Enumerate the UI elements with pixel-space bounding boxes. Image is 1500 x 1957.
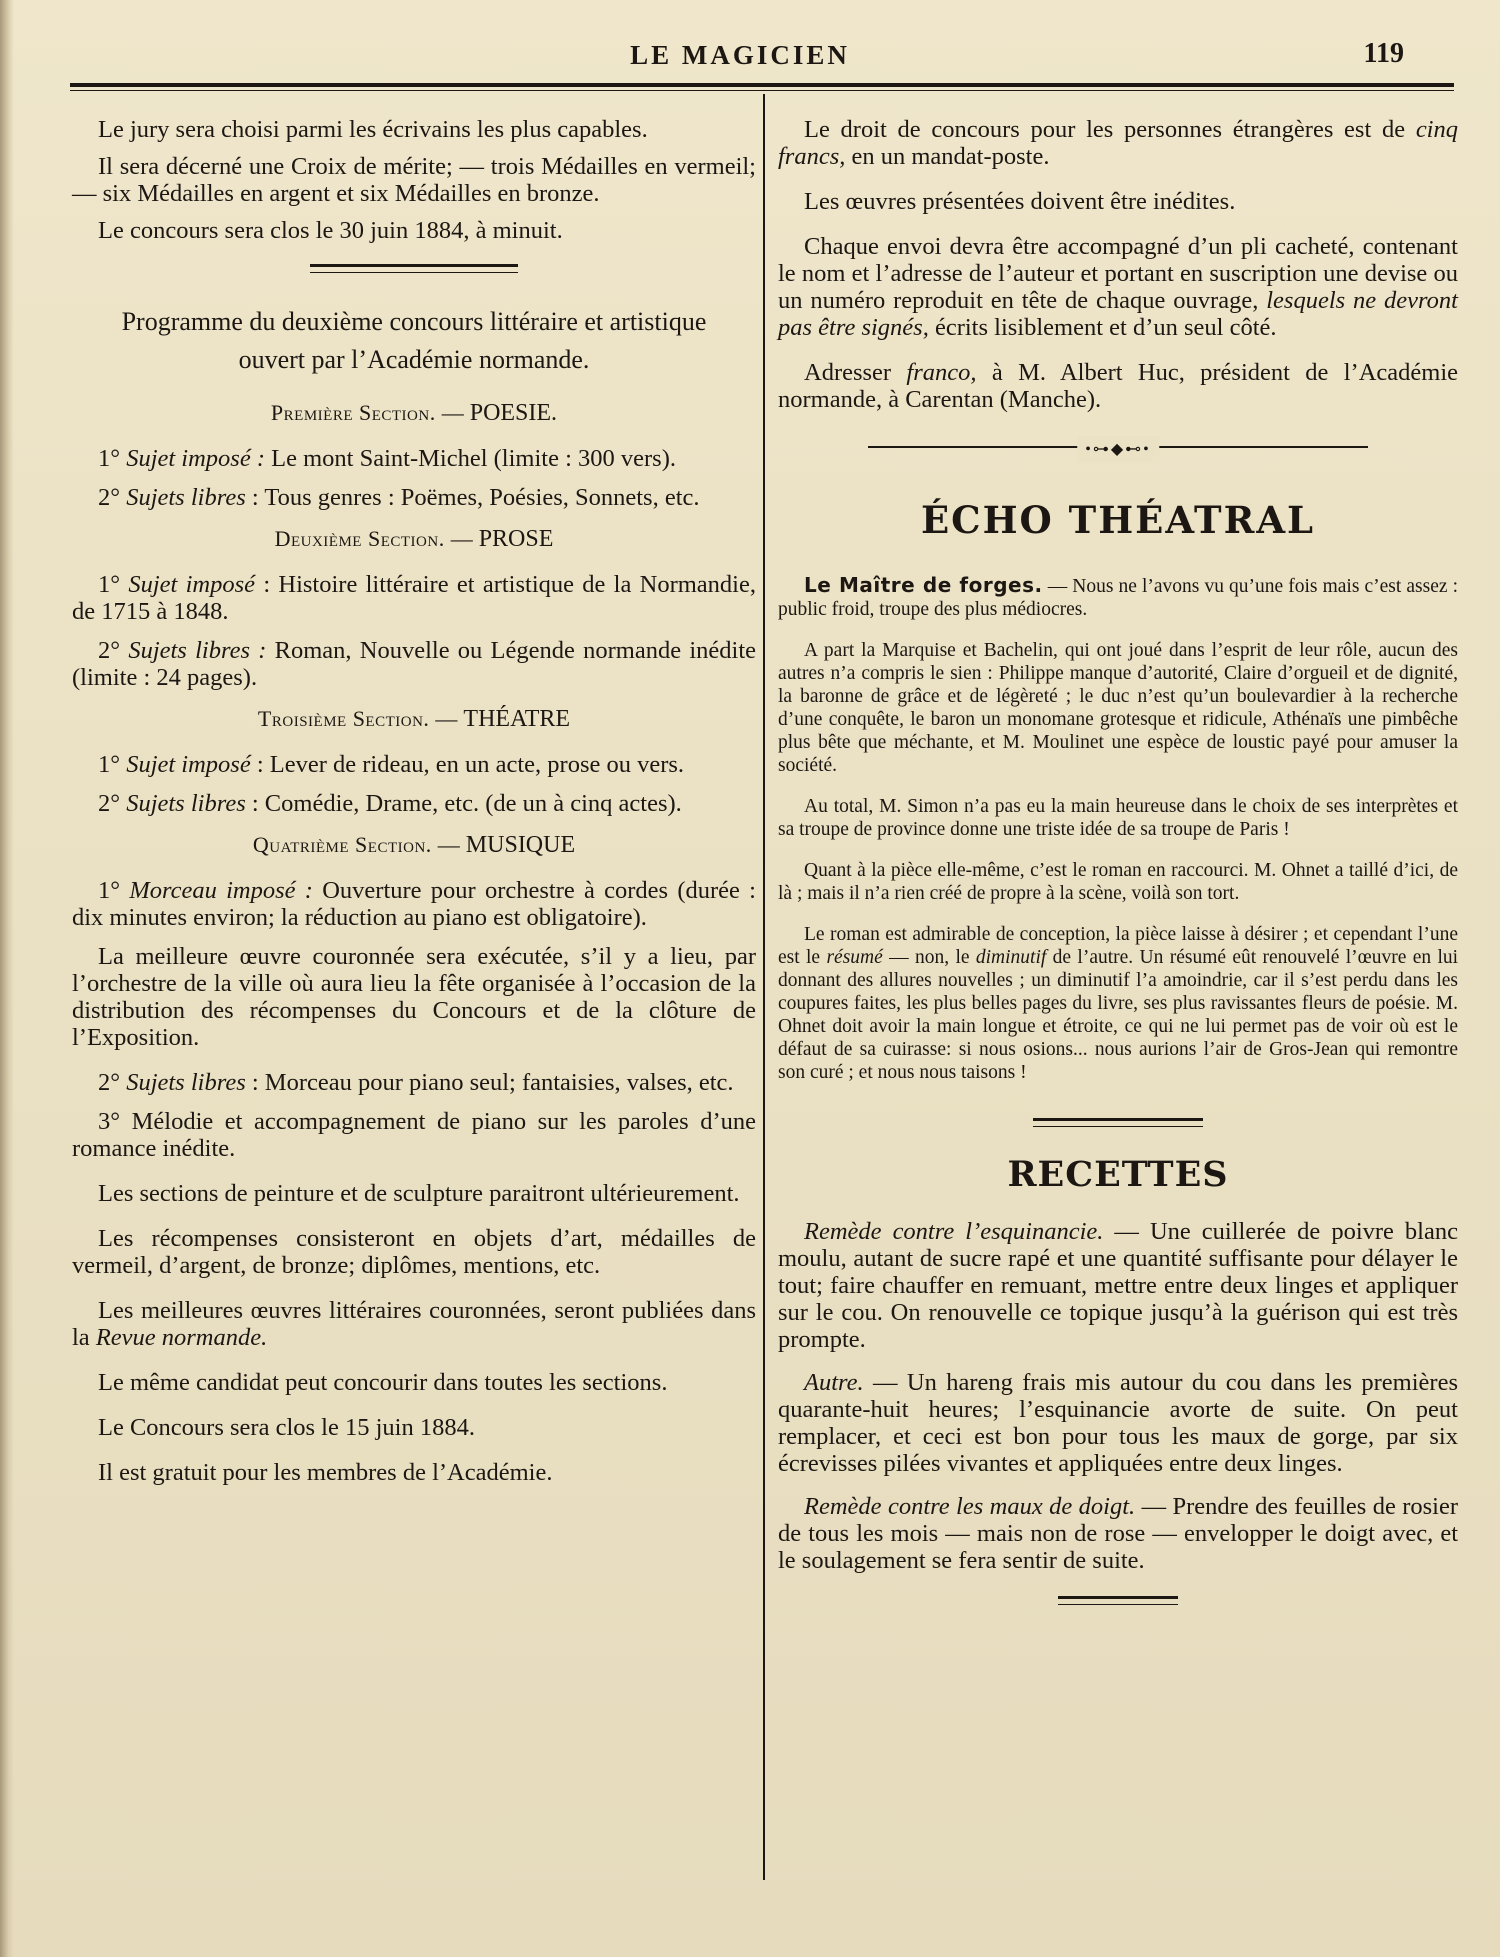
text-run: Le droit de concours pour les personnes étrangères est de	[804, 116, 1406, 143]
header-rule	[70, 83, 1454, 91]
item-number: 2°	[98, 484, 121, 511]
item-label: Sujet imposé	[126, 751, 251, 778]
recipe-title: Autre.	[804, 1369, 864, 1396]
paragraph-echo-5	[778, 923, 1458, 1084]
paragraph-echo-4: Quant à la pièce elle-même, c’est le roman en raccourci. M. Ohnet a taillé d’ici, de là ; mais il n’a rien créé de propre à la scène, voilà son tort.	[778, 860, 1458, 904]
double-rule-ornament	[310, 264, 518, 273]
recipe-text: — Un hareng frais mis autour du cou dans les premières quarante-huit heures; l’esquinancie avorte de suite. On peut remplacer, et ceci est bon pour tous les maux de gorge, par six écrevisses pilées vivantes et appliquées entre deux linges.	[778, 1369, 1458, 1477]
section-heading-poesie	[72, 399, 756, 427]
item-number: 1°	[98, 751, 121, 778]
paragraph-adresser	[778, 359, 1458, 413]
column-divider	[763, 94, 765, 1880]
section-heading-musique	[72, 831, 756, 859]
item-label: Sujets libres	[126, 1069, 246, 1096]
recipe-title: Remède contre l’esquinancie.	[804, 1218, 1104, 1245]
section-label: Troisième Section. —	[257, 706, 458, 731]
item-text: : Lever de rideau, en un acte, prose ou vers.	[256, 751, 685, 778]
section-name: THÉATRE	[463, 706, 571, 732]
item-text: : Morceau pour piano seul; fantaisies, valses, etc.	[251, 1069, 734, 1096]
section-label: Quatrième Section. —	[252, 832, 461, 857]
paragraph-echo-2: A part la Marquise et Bachelin, qui ont joué dans l’esprit de leur rôle, aucun des autres n’a compris le sien : Philippe manque d’autorité, Claire d’orgueil et de dignité, la baronne de grâce et de légèreté ; le duc n’est qu’un boulevardier à la recherche d’une conquête, le baron un monomane grotesque et ridicule, Athénaïs une pimbêche plus bête que méchante, et M. Moulinet une espèce de loustic payé pour amuser la société.	[778, 640, 1458, 776]
section-name: MUSIQUE	[465, 832, 576, 858]
item-text: Ouverture pour orchestre à cordes (durée : dix minutes environ; la réduction au piano est obligatoire).	[72, 877, 756, 931]
list-item	[72, 877, 756, 931]
text-emphasis: lesquels ne devront pas être signés,	[778, 287, 1458, 341]
double-rule-ornament	[1058, 1596, 1178, 1605]
list-item	[72, 571, 756, 625]
recipe-autre	[778, 1369, 1458, 1477]
item-text: Le mont Saint-Michel (limite : 300 vers).	[271, 445, 676, 472]
running-title: LE MAGICIEN	[630, 40, 850, 70]
item-text: : Histoire littéraire et artistique de la Normandie, de 1715 à 1848.	[72, 571, 756, 625]
paragraph-echo-1	[778, 574, 1458, 621]
item-label: Sujet imposé	[128, 571, 256, 598]
paragraph-meilleure-oeuvre: La meilleure œuvre couronnée sera exécutée, s’il y a lieu, par l’orchestre de la ville où aura lieu la fête organisée à l’occasion de la distribution des récompenses du Concours et de la clôture de l’Exposition.	[72, 943, 756, 1051]
section-heading-prose	[72, 525, 756, 553]
section-heading-theatre	[72, 705, 756, 733]
paragraph-droit	[778, 116, 1458, 170]
flourish-divider	[868, 439, 1368, 458]
echo-theatral-title: ÉCHO THÉATRAL	[920, 498, 1316, 542]
recipe-maux-de-doigt	[778, 1493, 1458, 1574]
paragraph-envoi	[778, 233, 1458, 341]
flourish-ornament-icon: •⊶◆⊷•	[1077, 436, 1159, 463]
list-item	[72, 484, 756, 511]
right-column	[778, 116, 1458, 1605]
paragraph-echo-3: Au total, M. Simon n’a pas eu la main heureuse dans le choix de ses interprètes et sa troupe de province donne une triste idée de sa troupe de Paris !	[778, 796, 1458, 840]
text-emphasis: cinq francs,	[778, 116, 1458, 170]
paragraph-candidat: Le même candidat peut concourir dans toutes les sections.	[98, 1369, 668, 1396]
paragraph-close-date-2: Le Concours sera clos le 15 juin 1884.	[98, 1414, 475, 1441]
text-run: à M. Albert Huc, président de l’Académie normande, à Carentan (Manche).	[778, 359, 1459, 413]
item-text: : Comédie, Drame, etc. (de un à cinq actes).	[251, 790, 682, 817]
text-emphasis: résumé	[826, 947, 883, 968]
recipe-text: — Une cuillerée de poivre blanc moulu, autant de sucre rapé et une quantité suffisante pour délayer le tout; faire chauffer en remuant, mettre entre deux linges et appliquer sur le cou. On renouvelle ce topique jusqu’à la guérison qui est très prompte.	[778, 1218, 1458, 1353]
section-label: Première Section. —	[270, 400, 465, 425]
item-number: 2°	[98, 1069, 121, 1096]
text-run: Adresser	[804, 359, 892, 386]
paragraph-close-date: Le concours sera clos le 30 juin 1884, à minuit.	[98, 217, 563, 244]
echo-theatral-article	[778, 574, 1458, 1084]
item-label: Sujets libres :	[128, 637, 267, 664]
list-item	[72, 1069, 756, 1096]
list-item	[72, 637, 756, 691]
recipe-text: — Prendre des feuilles de rosier de tous les mois — mais non de rose — envelopper le doigt avec, et le soulagement se fera sentir de suite.	[778, 1493, 1459, 1574]
text-run: écrits lisiblement et d’un seul côté.	[934, 314, 1277, 341]
section-name: PROSE	[478, 526, 554, 552]
text-run: en un mandat-poste.	[851, 143, 1050, 170]
list-item	[72, 445, 756, 472]
item-number: 1°	[98, 571, 121, 598]
item-number: 1°	[98, 877, 121, 904]
text-run: de l’autre. Un résumé eût renouvelé l’œuvre en lui donnant des allures nouvelles ; un diminutif l’a amoindrie, car il s’est perdu dans les coupures faites, les plus belles pages du livre, ses plus ravissantes fleurs de poésie. M. Ohnet doit avoir la main longue et étroite, ce qui ne lui permet pas de voir où est le défaut de sa cuirasse: si nous osions... nous aurions l’air de Gros-Jean qui remontre son curé ; et nous nous taisons !	[778, 947, 1459, 1083]
item-label: Sujets libres	[126, 484, 246, 511]
list-item	[72, 790, 756, 817]
item-number: 2°	[98, 790, 121, 817]
publication-name: Revue normande.	[95, 1324, 268, 1351]
programme-heading	[72, 303, 756, 379]
item-number: 1°	[98, 445, 121, 472]
page-number: 119	[1363, 38, 1404, 69]
recipe-esquinancie	[778, 1218, 1458, 1353]
list-item	[72, 751, 756, 778]
paragraph-inedites: Les œuvres présentées doivent être inédites.	[804, 188, 1236, 215]
page-edge-shadow	[0, 0, 14, 1957]
item-text: Roman, Nouvelle ou Légende normande inédite (limite : 24 pages).	[72, 637, 756, 691]
paragraph-meilleures-oeuvres	[72, 1297, 756, 1351]
recipe-title: Remède contre les maux de doigt.	[804, 1493, 1136, 1520]
item-label: Sujet imposé :	[126, 445, 265, 472]
section-label: Deuxième Section. —	[274, 526, 474, 551]
text-run: — Nous ne l’avons vu qu’une fois mais c’est assez : public froid, troupe des plus médiocres.	[778, 576, 1458, 620]
text-run: Les meilleures œuvres littéraires couronnées, seront publiées dans la	[72, 1297, 756, 1351]
double-rule-ornament	[1033, 1118, 1203, 1127]
text-run: Le roman est admirable de conception, la pièce laisse à désirer ; et cependant l’une est le	[778, 924, 1458, 968]
programme-heading-line1: Programme du deuxième concours littéraire et artistique	[121, 307, 707, 336]
text-run: — non, le	[889, 947, 970, 968]
item-text: : Tous genres : Poëmes, Poésies, Sonnets, etc.	[251, 484, 700, 511]
text-emphasis: diminutif	[975, 947, 1047, 968]
list-item: 3° Mélodie et accompagnement de piano sur les paroles d’une romance inédite.	[72, 1108, 756, 1162]
item-label: Morceau imposé :	[129, 877, 313, 904]
paragraph-gratuit: Il est gratuit pour les membres de l’Académie.	[98, 1459, 553, 1486]
section-name: POESIE.	[469, 400, 558, 426]
programme-heading-line2: ouvert par l’Académie normande.	[238, 345, 590, 374]
paragraph-jury: Le jury sera choisi parmi les écrivains les plus capables.	[98, 116, 648, 143]
text-emphasis: franco,	[906, 359, 977, 386]
item-label: Sujets libres	[126, 790, 246, 817]
paragraph-prizes: Il sera décerné une Croix de mérite; — trois Médailles en vermeil; — six Médailles en argent et six Médailles en bronze.	[72, 153, 756, 207]
paragraph-sections: Les sections de peinture et de sculpture paraitront ultérieurement.	[98, 1180, 740, 1207]
left-column	[72, 116, 756, 1496]
recettes-title: RECETTES	[1007, 1154, 1229, 1195]
item-number: 2°	[98, 637, 121, 664]
play-title: Le Maître de forges.	[804, 573, 1043, 597]
paragraph-recompenses: Les récompenses consisteront en objets d’art, médailles de vermeil, d’argent, de bronze; diplômes, mentions, etc.	[72, 1225, 756, 1279]
text-run: Chaque envoi devra être accompagné d’un pli cacheté, contenant le nom et l’adresse de l’auteur et portant en suscription une devise ou un numéro reproduit en tête de chaque ouvrage,	[778, 233, 1458, 314]
